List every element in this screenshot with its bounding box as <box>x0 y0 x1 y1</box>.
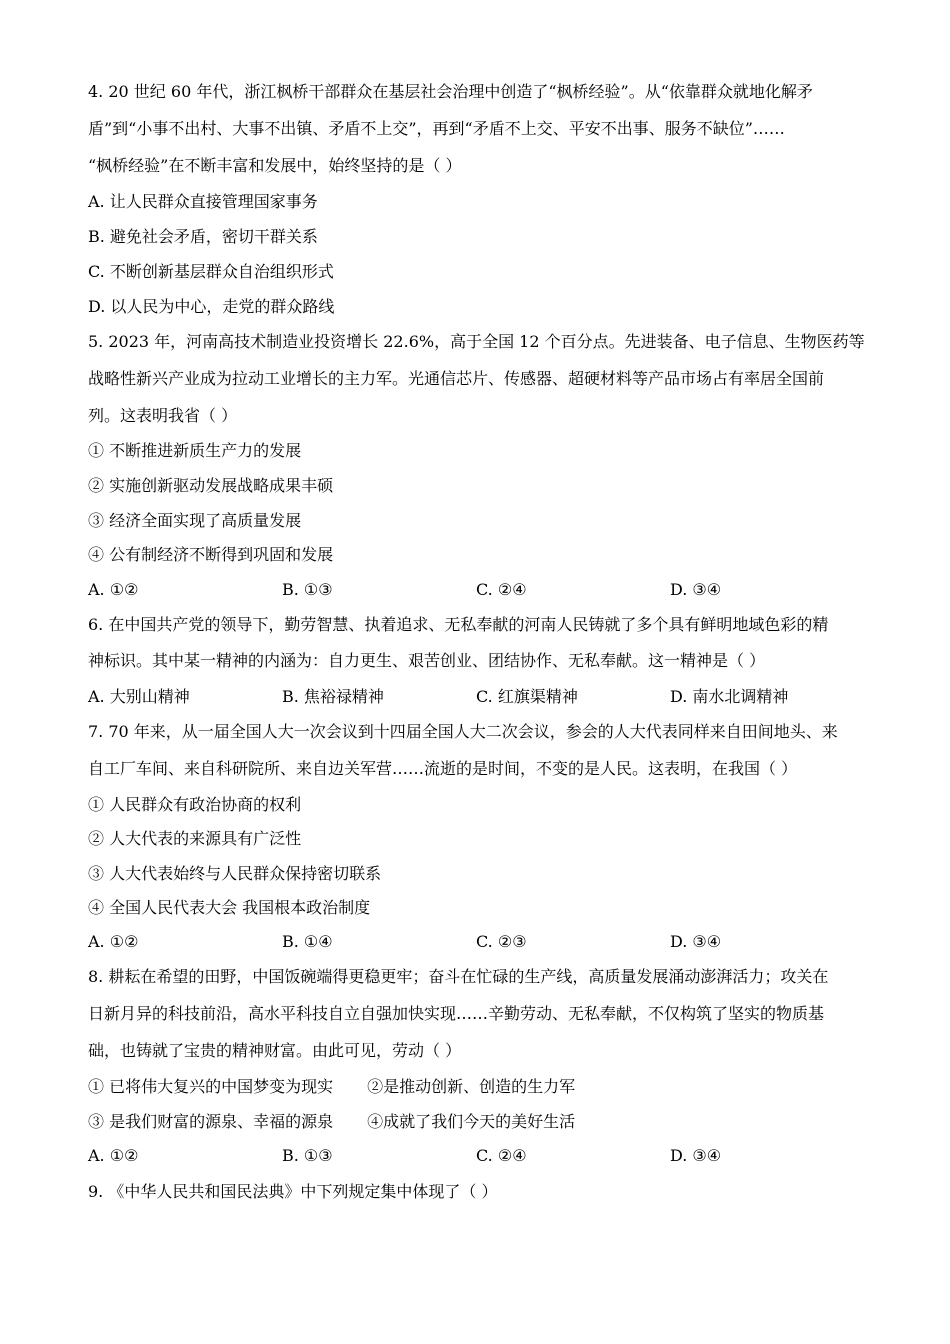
question-8-line-1: 8. 耕耘在希望的田野，中国饭碗端得更稳更牢；奋斗在忙碌的生产线，高质量发展涌动澎湃活力；攻关在 <box>88 967 829 986</box>
question-5-line-3: 列。这表明我省（ ） <box>88 406 238 425</box>
question-8-line-3: 础，也铸就了宝贵的精神财富。由此可见，劳动（ ） <box>88 1041 462 1060</box>
question-4-line-1: 4. 20 世纪 60 年代，浙江枫桥干部群众在基层社会治理中创造了“枫桥经验”。从“依靠群众就地化解矛 <box>88 82 813 101</box>
question-5-option-c: C. ②④ <box>476 580 527 599</box>
question-7-line-1: 7. 70 年来，从一届全国人大一次会议到十四届全国人大二次会议，参会的人大代表同样来自田间地头、来 <box>88 722 838 741</box>
question-6-option-b: B. 焦裕禄精神 <box>282 687 384 706</box>
question-7-option-c: C. ②③ <box>476 932 527 951</box>
question-8-option-b: B. ①③ <box>282 1146 333 1165</box>
question-7-item-2: ② 人大代表的来源具有广泛性 <box>88 829 302 848</box>
question-5-line-2: 战略性新兴产业成为拉动工业增长的主力军。光通信芯片、传感器、超硬材料等产品市场占有率居全国前 <box>88 369 825 388</box>
question-5-option-b: B. ①③ <box>282 580 333 599</box>
question-4-line-2: 盾”到“小事不出村、大事不出镇、矛盾不上交”，再到“矛盾不上交、平安不出事、服务不缺位”…… <box>88 119 785 138</box>
question-7-option-b: B. ①④ <box>282 932 333 951</box>
question-5-option-d: D. ③④ <box>670 580 722 599</box>
question-8-item-3: ③ 是我们财富的源泉、幸福的源泉 <box>88 1112 334 1131</box>
question-7-item-1: ① 人民群众有政治协商的权利 <box>88 795 302 814</box>
question-7-option-a: A. ①② <box>88 932 139 951</box>
question-8-item-1: ① 已将伟大复兴的中国梦变为现实 <box>88 1077 334 1096</box>
question-4-option-b: B. 避免社会矛盾，密切干群关系 <box>88 227 318 246</box>
question-5-item-3: ③ 经济全面实现了高质量发展 <box>88 511 302 530</box>
question-7-line-2: 自工厂车间、来自科研院所、来自边关军营……流逝的是时间，不变的是人民。这表明，在我国（ ） <box>88 759 798 778</box>
question-4-option-a: A. 让人民群众直接管理国家事务 <box>88 192 318 211</box>
question-7-option-d: D. ③④ <box>670 932 722 951</box>
question-6-line-2: 神标识。其中某一精神的内涵为：自力更生、艰苦创业、团结协作、无私奉献。这一精神是（ ） <box>88 651 766 670</box>
question-8-option-d: D. ③④ <box>670 1146 722 1165</box>
question-5-item-1: ① 不断推进新质生产力的发展 <box>88 441 302 460</box>
question-4-line-3: “枫桥经验”在不断丰富和发展中，始终坚持的是（ ） <box>88 156 462 175</box>
question-4-option-d: D. 以人民为中心，走党的群众路线 <box>88 297 335 316</box>
question-8-option-c: C. ②④ <box>476 1146 527 1165</box>
question-8-item-row-2 <box>88 1112 575 1132</box>
question-5-item-2: ② 实施创新驱动发展战略成果丰硕 <box>88 476 334 495</box>
question-8-item-2: ②是推动创新、创造的生力军 <box>367 1077 576 1096</box>
question-8-item-row-1 <box>88 1077 575 1097</box>
question-4-option-c: C. 不断创新基层群众自治组织形式 <box>88 262 334 281</box>
question-5-item-4: ④ 公有制经济不断得到巩固和发展 <box>88 545 334 564</box>
question-6-option-c: C. 红旗渠精神 <box>476 687 578 706</box>
question-7-item-3: ③ 人大代表始终与人民群众保持密切联系 <box>88 864 382 883</box>
question-6-option-d: D. 南水北调精神 <box>670 687 789 706</box>
question-8-option-a: A. ①② <box>88 1146 139 1165</box>
question-6-line-1: 6. 在中国共产党的领导下，勤劳智慧、执着追求、无私奉献的河南人民铸就了多个具有鲜明地域色彩的精 <box>88 615 829 634</box>
question-5-option-a: A. ①② <box>88 580 139 599</box>
question-8-item-4: ④成就了我们今天的美好生活 <box>367 1112 576 1131</box>
question-7-item-4: ④ 全国人民代表大会 我国根本政治制度 <box>88 898 371 917</box>
question-9-line-1: 9. 《中华人民共和国民法典》中下列规定集中体现了（ ） <box>88 1182 498 1201</box>
question-8-line-2: 日新月异的科技前沿，高水平科技自立自强加快实现……辛勤劳动、无私奉献，不仅构筑了坚实的物质基 <box>88 1004 825 1023</box>
question-6-option-a: A. 大别山精神 <box>88 687 190 706</box>
question-5-line-1: 5. 2023 年，河南高技术制造业投资增长 22.6%，高于全国 12 个百分点。先进装备、电子信息、生物医药等 <box>88 332 865 351</box>
